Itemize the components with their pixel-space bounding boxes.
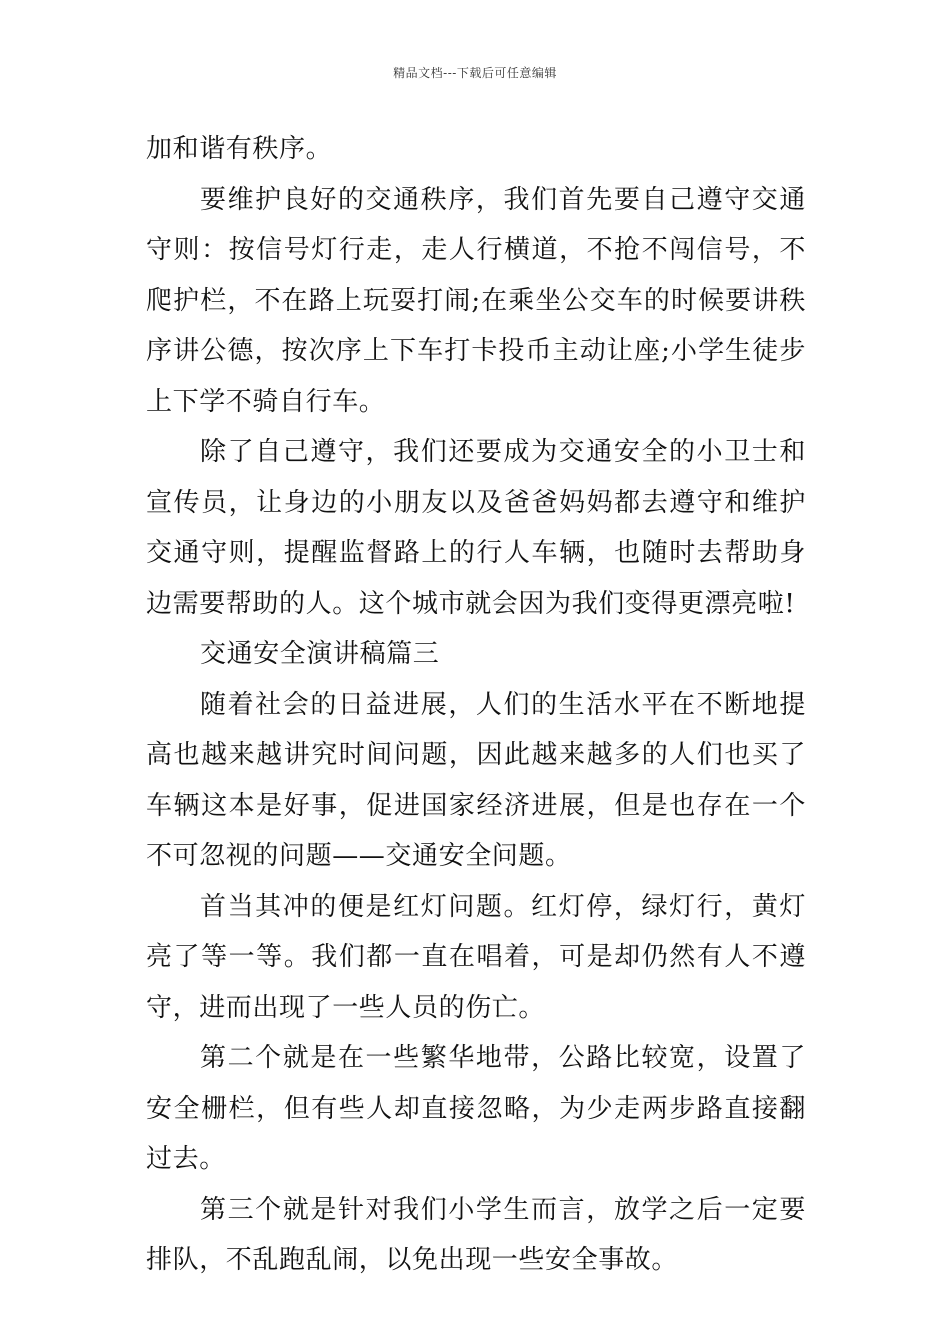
paragraph-continuation: 加和谐有秩序。	[146, 134, 333, 164]
page-header: 精品文档---下载后可任意编辑	[393, 66, 557, 80]
paragraph: 第三个就是针对我们小学生而言，放学之后一定要排队，不乱跑乱闹，以免出现一些安全事故。	[146, 1194, 806, 1275]
paragraph: 除了自己遵守，我们还要成为交通安全的小卫士和宣传员，让身边的小朋友以及爸爸妈妈都去遵守和维护交通守则，提醒监督路上的行人车辆，也随时去帮助身边需要帮助的人。这个城市就会因为我们变得更漂亮啦!	[146, 437, 806, 619]
paragraph: 随着社会的日益进展，人们的生活水平在不断地提高也越来越讲究时间问题，因此越来越多的人们也买了车辆这本是好事，促进国家经济进展，但是也存在一个不可忽视的问题——交通安全问题。	[146, 689, 806, 871]
paragraph: 首当其冲的便是红灯问题。红灯停，绿灯行，黄灯亮了等一等。我们都一直在唱着，可是却仍然有人不遵守，进而出现了一些人员的伤亡。	[146, 891, 806, 1023]
section-heading: 交通安全演讲稿篇三	[200, 639, 440, 669]
paragraph: 要维护良好的交通秩序，我们首先要自己遵守交通守则：按信号灯行走，走人行横道，不抢不闯信号，不爬护栏，不在路上玩耍打闹;在乘坐公交车的时候要讲秩序讲公德，按次序上下车打卡投币主动让座;小学生徒步上下学不骑自行车。	[146, 184, 806, 417]
paragraph: 第二个就是在一些繁华地带，公路比较宽，设置了安全栅栏，但有些人却直接忽略，为少走两步路直接翻过去。	[146, 1043, 806, 1174]
document-body	[146, 124, 806, 1286]
